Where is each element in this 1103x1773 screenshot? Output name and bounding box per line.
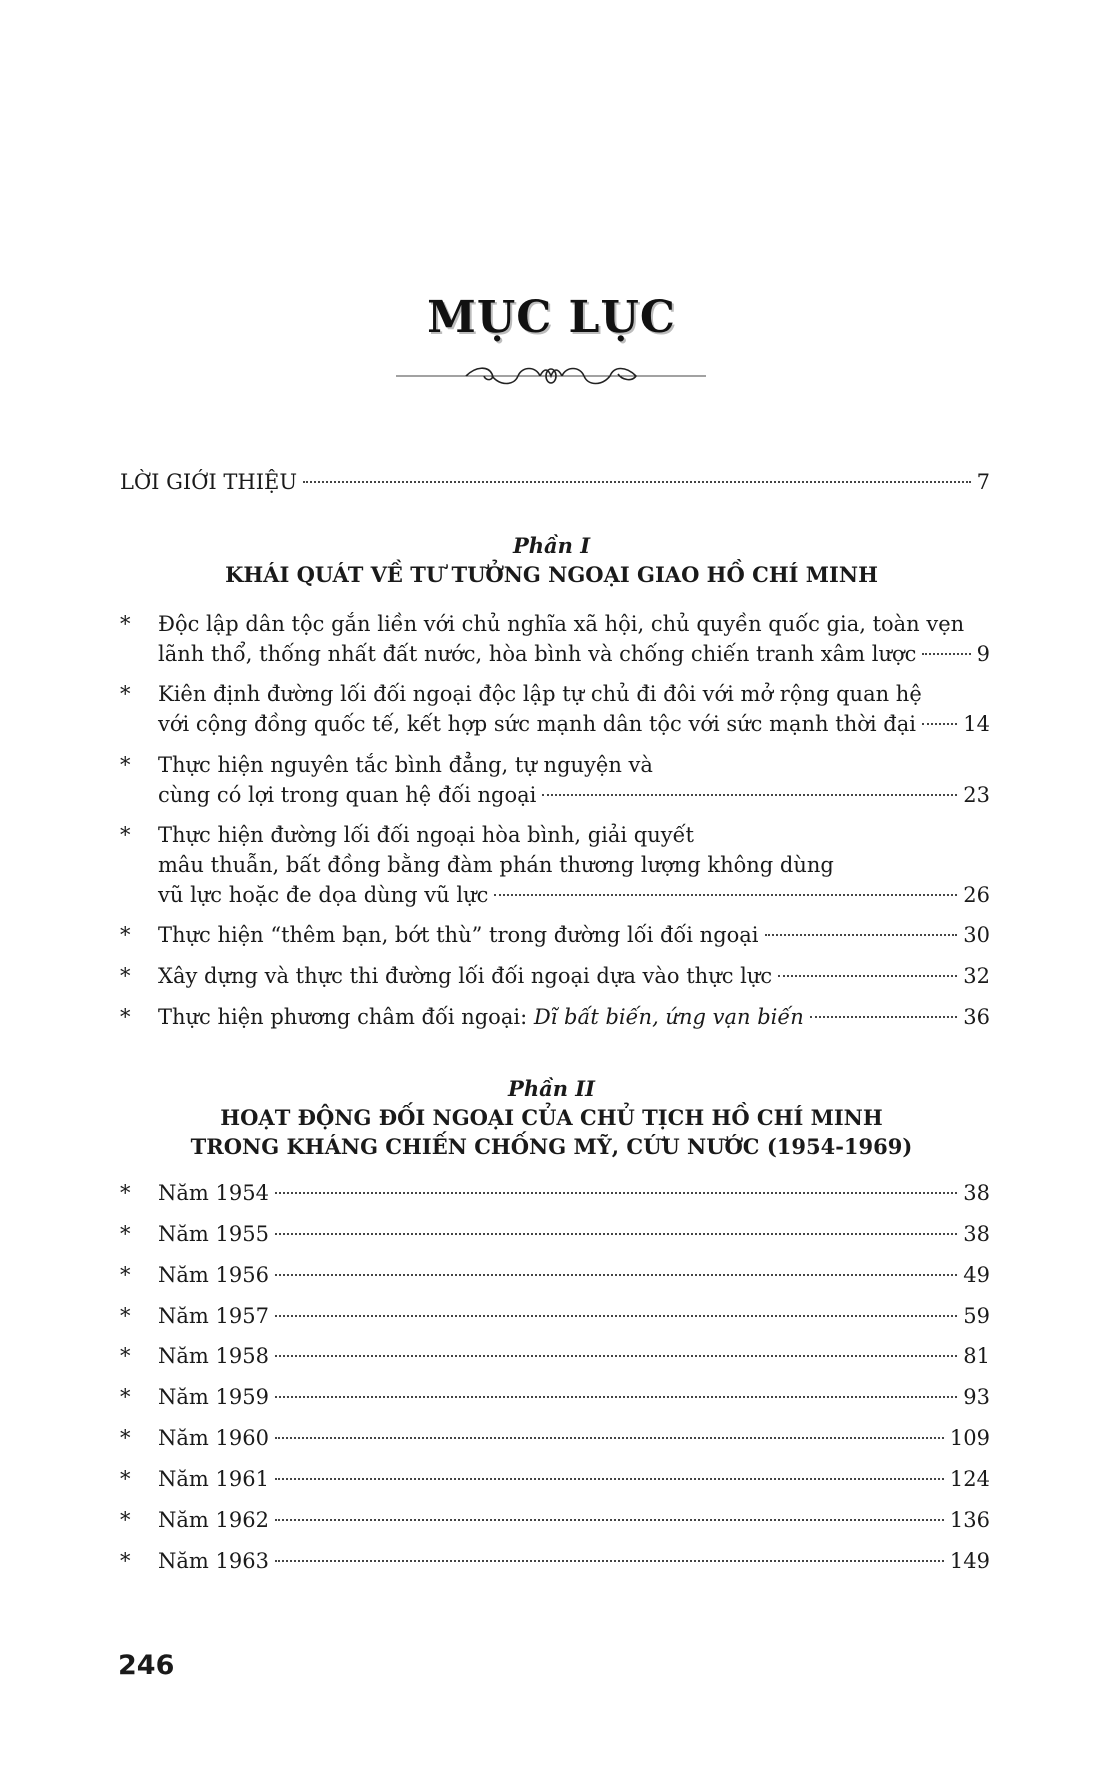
toc-page-number: 38 <box>963 1181 990 1205</box>
dot-leader <box>275 1478 944 1480</box>
toc-entry-text: Thực hiện phương châm đối ngoại: <box>158 1005 534 1029</box>
toc-page-number: 14 <box>963 712 990 736</box>
toc-entry-label: LỜI GIỚI THIỆU <box>120 470 298 494</box>
dot-leader <box>275 1355 957 1357</box>
bullet-star: * <box>120 1426 131 1450</box>
bullet-star: * <box>120 964 131 988</box>
toc-page-number: 32 <box>963 964 990 988</box>
part-2-heading <box>0 1074 1103 1161</box>
part-2-title-line-1: HOẠT ĐỘNG ĐỐI NGOẠI CỦA CHỦ TỊCH HỒ CHÍ MINH <box>220 1105 883 1130</box>
toc-intro-row[interactable] <box>120 467 990 497</box>
toc-page-number: 124 <box>949 1467 990 1491</box>
dot-leader <box>494 894 957 896</box>
page-number: 246 <box>118 1650 175 1681</box>
bullet-star: * <box>120 823 131 847</box>
toc-page-number: 136 <box>949 1508 990 1532</box>
dot-leader <box>275 1192 957 1194</box>
toc-entry-label: Năm 1958 <box>158 1344 269 1368</box>
decorative-divider <box>396 362 706 390</box>
dot-leader <box>922 723 957 725</box>
bullet-star: * <box>120 682 131 706</box>
dot-leader <box>542 794 957 796</box>
part-2-label: Phần II <box>508 1076 595 1101</box>
toc-page-number: 38 <box>963 1222 990 1246</box>
part-1-label: Phần I <box>512 533 591 558</box>
toc-entry-italic: Dĩ bất biến, ứng vạn biến <box>533 1005 804 1029</box>
toc-entry-line: cùng có lợi trong quan hệ đối ngoại <box>158 783 537 807</box>
toc-page-number: 36 <box>963 1005 990 1029</box>
bullet-star: * <box>120 1222 131 1246</box>
toc-entry-label: Năm 1959 <box>158 1385 269 1409</box>
toc-entry-line: Thực hiện nguyên tắc bình đẳng, tự nguyện và <box>158 753 653 777</box>
toc-page-number: 26 <box>963 883 990 907</box>
dot-leader <box>778 975 957 977</box>
toc-entry-label: Năm 1954 <box>158 1181 269 1205</box>
dot-leader <box>275 1560 944 1562</box>
bullet-star: * <box>120 1508 131 1532</box>
toc-page-number: 7 <box>976 470 990 494</box>
dot-leader <box>275 1437 944 1439</box>
page-title: MỤC LỤC <box>427 292 676 343</box>
toc-entry-line: Thực hiện “thêm bạn, bớt thù” trong đường lối đối ngoại <box>158 923 759 947</box>
toc-entry-label: Năm 1955 <box>158 1222 269 1246</box>
toc-page-number: 149 <box>949 1549 990 1573</box>
bullet-star: * <box>120 1467 131 1491</box>
toc-page-number: 109 <box>949 1426 990 1450</box>
toc-entry-label: Năm 1957 <box>158 1304 269 1328</box>
bullet-star: * <box>120 1304 131 1328</box>
toc-page-number: 9 <box>976 642 990 666</box>
dot-leader <box>275 1274 957 1276</box>
toc-entry-label: Năm 1963 <box>158 1549 269 1573</box>
bullet-star: * <box>120 1263 131 1287</box>
toc-entry-line: mâu thuẫn, bất đồng bằng đàm phán thương lượng không dùng <box>158 853 834 877</box>
part-1-title: KHÁI QUÁT VỀ TƯ TƯỞNG NGOẠI GIAO HỒ CHÍ MINH <box>225 562 878 587</box>
toc-entry-line: vũ lực hoặc đe dọa dùng vũ lực <box>158 883 489 907</box>
dot-leader <box>303 481 971 483</box>
toc-entry-line: lãnh thổ, thống nhất đất nước, hòa bình và chống chiến tranh xâm lược <box>158 642 917 666</box>
dot-leader <box>275 1233 957 1235</box>
part-1-heading <box>0 531 1103 589</box>
dot-leader <box>275 1519 944 1521</box>
bullet-star: * <box>120 753 131 777</box>
toc-entry-line: Kiên định đường lối đối ngoại độc lập tự chủ đi đôi với mở rộng quan hệ <box>158 682 922 706</box>
toc-page-number: 93 <box>963 1385 990 1409</box>
toc-entry-line: với cộng đồng quốc tế, kết hợp sức mạnh dân tộc với sức mạnh thời đại <box>158 712 916 736</box>
dot-leader <box>275 1396 957 1398</box>
dot-leader <box>922 653 970 655</box>
bullet-star: * <box>120 923 131 947</box>
toc-page-number: 30 <box>963 923 990 947</box>
toc-entry-label: Năm 1956 <box>158 1263 269 1287</box>
toc-page-number: 81 <box>963 1344 990 1368</box>
toc-entry-label: Năm 1961 <box>158 1467 269 1491</box>
toc-entry-line: Xây dựng và thực thi đường lối đối ngoại dựa vào thực lực <box>158 964 773 988</box>
bullet-star: * <box>120 612 131 636</box>
toc-entry-line: Độc lập dân tộc gắn liền với chủ nghĩa xã hội, chủ quyền quốc gia, toàn vẹn <box>158 612 965 636</box>
toc-page-number: 59 <box>963 1304 990 1328</box>
bullet-star: * <box>120 1344 131 1368</box>
toc-page-number: 23 <box>963 783 990 807</box>
toc-entry-label: Năm 1960 <box>158 1426 269 1450</box>
bullet-star: * <box>120 1181 131 1205</box>
bullet-star: * <box>120 1385 131 1409</box>
toc-page-number: 49 <box>963 1263 990 1287</box>
bullet-star: * <box>120 1005 131 1029</box>
toc-entry-label: Năm 1962 <box>158 1508 269 1532</box>
dot-leader <box>810 1016 957 1018</box>
toc-entry-line <box>158 1002 804 1032</box>
bullet-star: * <box>120 1549 131 1573</box>
part-2-title-line-2: TRONG KHÁNG CHIẾN CHỐNG MỸ, CỨU NƯỚC (1954-1969) <box>190 1134 913 1159</box>
dot-leader <box>765 934 958 936</box>
toc-entry-line: Thực hiện đường lối đối ngoại hòa bình, giải quyết <box>158 823 694 847</box>
dot-leader <box>275 1315 957 1317</box>
